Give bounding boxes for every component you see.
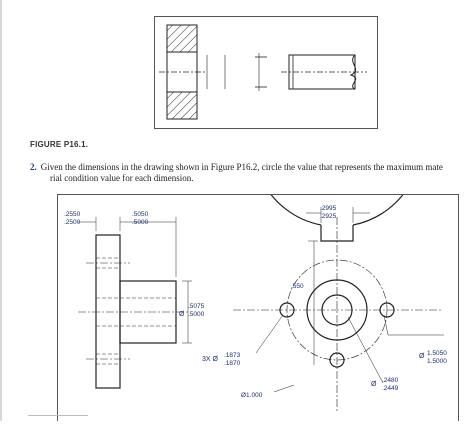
figure-label: FIGURE P16.1. <box>30 140 89 149</box>
question-2 <box>30 162 474 184</box>
center-hole-lower: .2449 <box>382 385 399 392</box>
hatched-section-bottom <box>167 92 197 119</box>
holes-diameter-lower: .1870 <box>224 360 241 367</box>
figure-p16-1-drawing <box>155 17 379 130</box>
figure-p16-1 <box>154 16 378 129</box>
bolt-circle-upper: 1.5050 <box>427 350 447 357</box>
front-view <box>233 195 444 413</box>
flange-width-lower: .2500 <box>64 219 81 226</box>
slot-depth: .550 <box>291 283 304 290</box>
question-text-line1: Given the dimensions in the drawing shown in Figure P16.2, circle the value that represents the maximum mate <box>40 162 443 172</box>
center-hole-symbol: Ø <box>371 381 377 388</box>
bolt-circle-symbol: Ø <box>419 353 425 360</box>
holes-diameter-upper: .1873 <box>224 352 241 359</box>
center-hole-upper: .2480 <box>382 377 399 384</box>
bolt-circle-lower: 1.5000 <box>427 358 447 365</box>
flange-width-upper: .2550 <box>64 211 81 218</box>
holes-diameter-symbol: 3X Ø <box>202 356 218 363</box>
slot-width-upper: .2995 <box>320 205 337 212</box>
outer-diameter: Ø1.000 <box>241 392 263 399</box>
hub-diameter-lower: .5000 <box>188 311 205 318</box>
hub-length-upper: .5050 <box>132 211 149 218</box>
hub-diameter-upper: .5075 <box>188 303 205 310</box>
hub-diameter-symbol: Ø <box>179 311 185 318</box>
slot-width-lower: .2925 <box>320 213 337 220</box>
question-number: 2. <box>30 162 37 172</box>
figure-p16-2 <box>57 194 459 421</box>
next-figure-cut <box>28 415 88 421</box>
hatched-section-top <box>167 25 197 52</box>
figure-p16-2-drawing <box>58 195 460 422</box>
question-text-line2: rial condition value for each dimension. <box>50 173 194 183</box>
hub-length-lower: .5000 <box>132 219 149 226</box>
side-view <box>78 217 192 388</box>
